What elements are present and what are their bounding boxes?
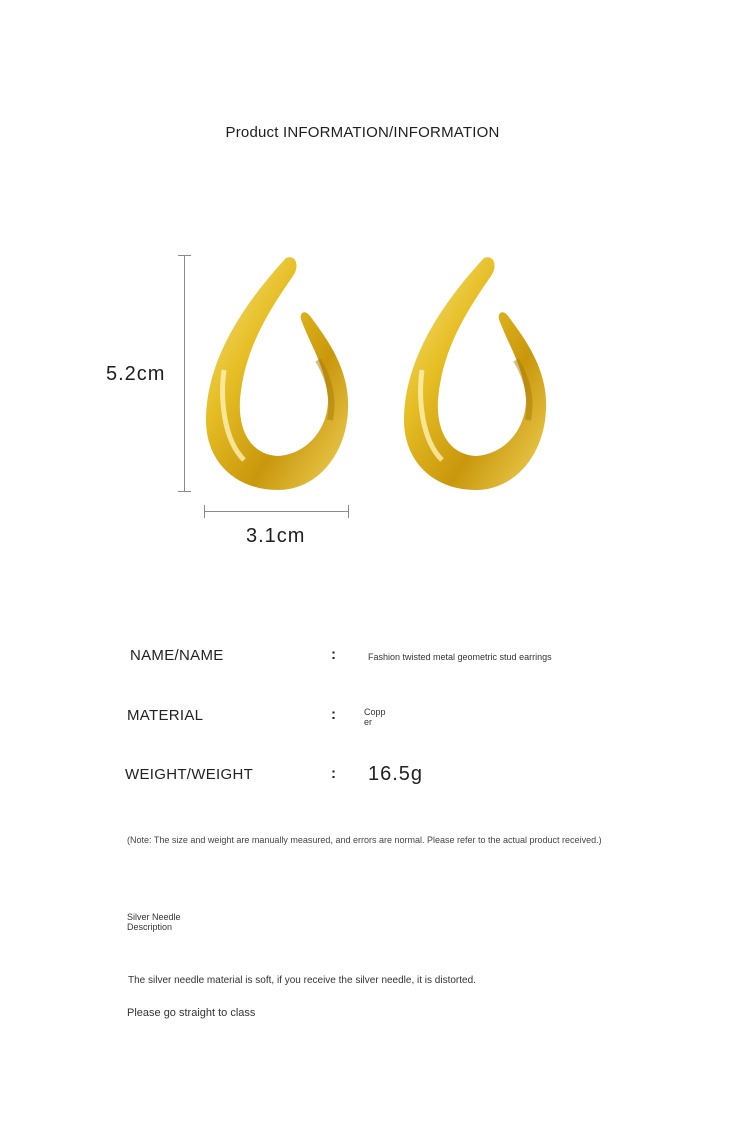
spec-material-label: MATERIAL bbox=[127, 707, 204, 724]
measurement-note: (Note: The size and weight are manually measured, and errors are normal. Please refer to the actual product received.) bbox=[127, 835, 602, 845]
spec-material-value-line2: er bbox=[364, 717, 373, 727]
width-dimension-cap-right bbox=[348, 505, 349, 518]
earring-image-left bbox=[198, 250, 358, 500]
page-title: Product INFORMATION/INFORMATION bbox=[225, 124, 500, 141]
height-dimension-cap-bottom bbox=[178, 491, 191, 492]
spec-material-colon: : bbox=[331, 706, 336, 723]
spec-material-value-line1: Copp bbox=[364, 707, 386, 717]
spec-name-colon: : bbox=[331, 646, 336, 663]
spec-weight-colon: : bbox=[331, 765, 336, 782]
width-label: 3.1cm bbox=[246, 525, 306, 547]
silver-needle-paragraph-2: Please go straight to class bbox=[127, 1007, 256, 1019]
silver-needle-heading-line2: Description bbox=[127, 922, 173, 932]
height-dimension-cap-top bbox=[178, 255, 191, 256]
silver-needle-paragraph-1: The silver needle material is soft, if you receive the silver needle, it is distorted. bbox=[128, 975, 476, 986]
silver-needle-heading-line1: Silver Needle bbox=[127, 912, 181, 922]
earring-image-right bbox=[396, 250, 556, 500]
width-dimension-cap-left bbox=[204, 505, 205, 518]
spec-material-value bbox=[364, 707, 386, 727]
spec-weight-value: 16.5g bbox=[368, 763, 424, 785]
spec-weight-label: WEIGHT/WEIGHT bbox=[125, 766, 254, 783]
spec-name-label: NAME/NAME bbox=[130, 647, 224, 664]
height-label: 5.2cm bbox=[106, 363, 166, 385]
spec-name-value: Fashion twisted metal geometric stud earrings bbox=[368, 652, 552, 662]
height-dimension-line bbox=[184, 255, 185, 491]
width-dimension-line bbox=[204, 511, 348, 512]
silver-needle-heading bbox=[127, 912, 197, 932]
